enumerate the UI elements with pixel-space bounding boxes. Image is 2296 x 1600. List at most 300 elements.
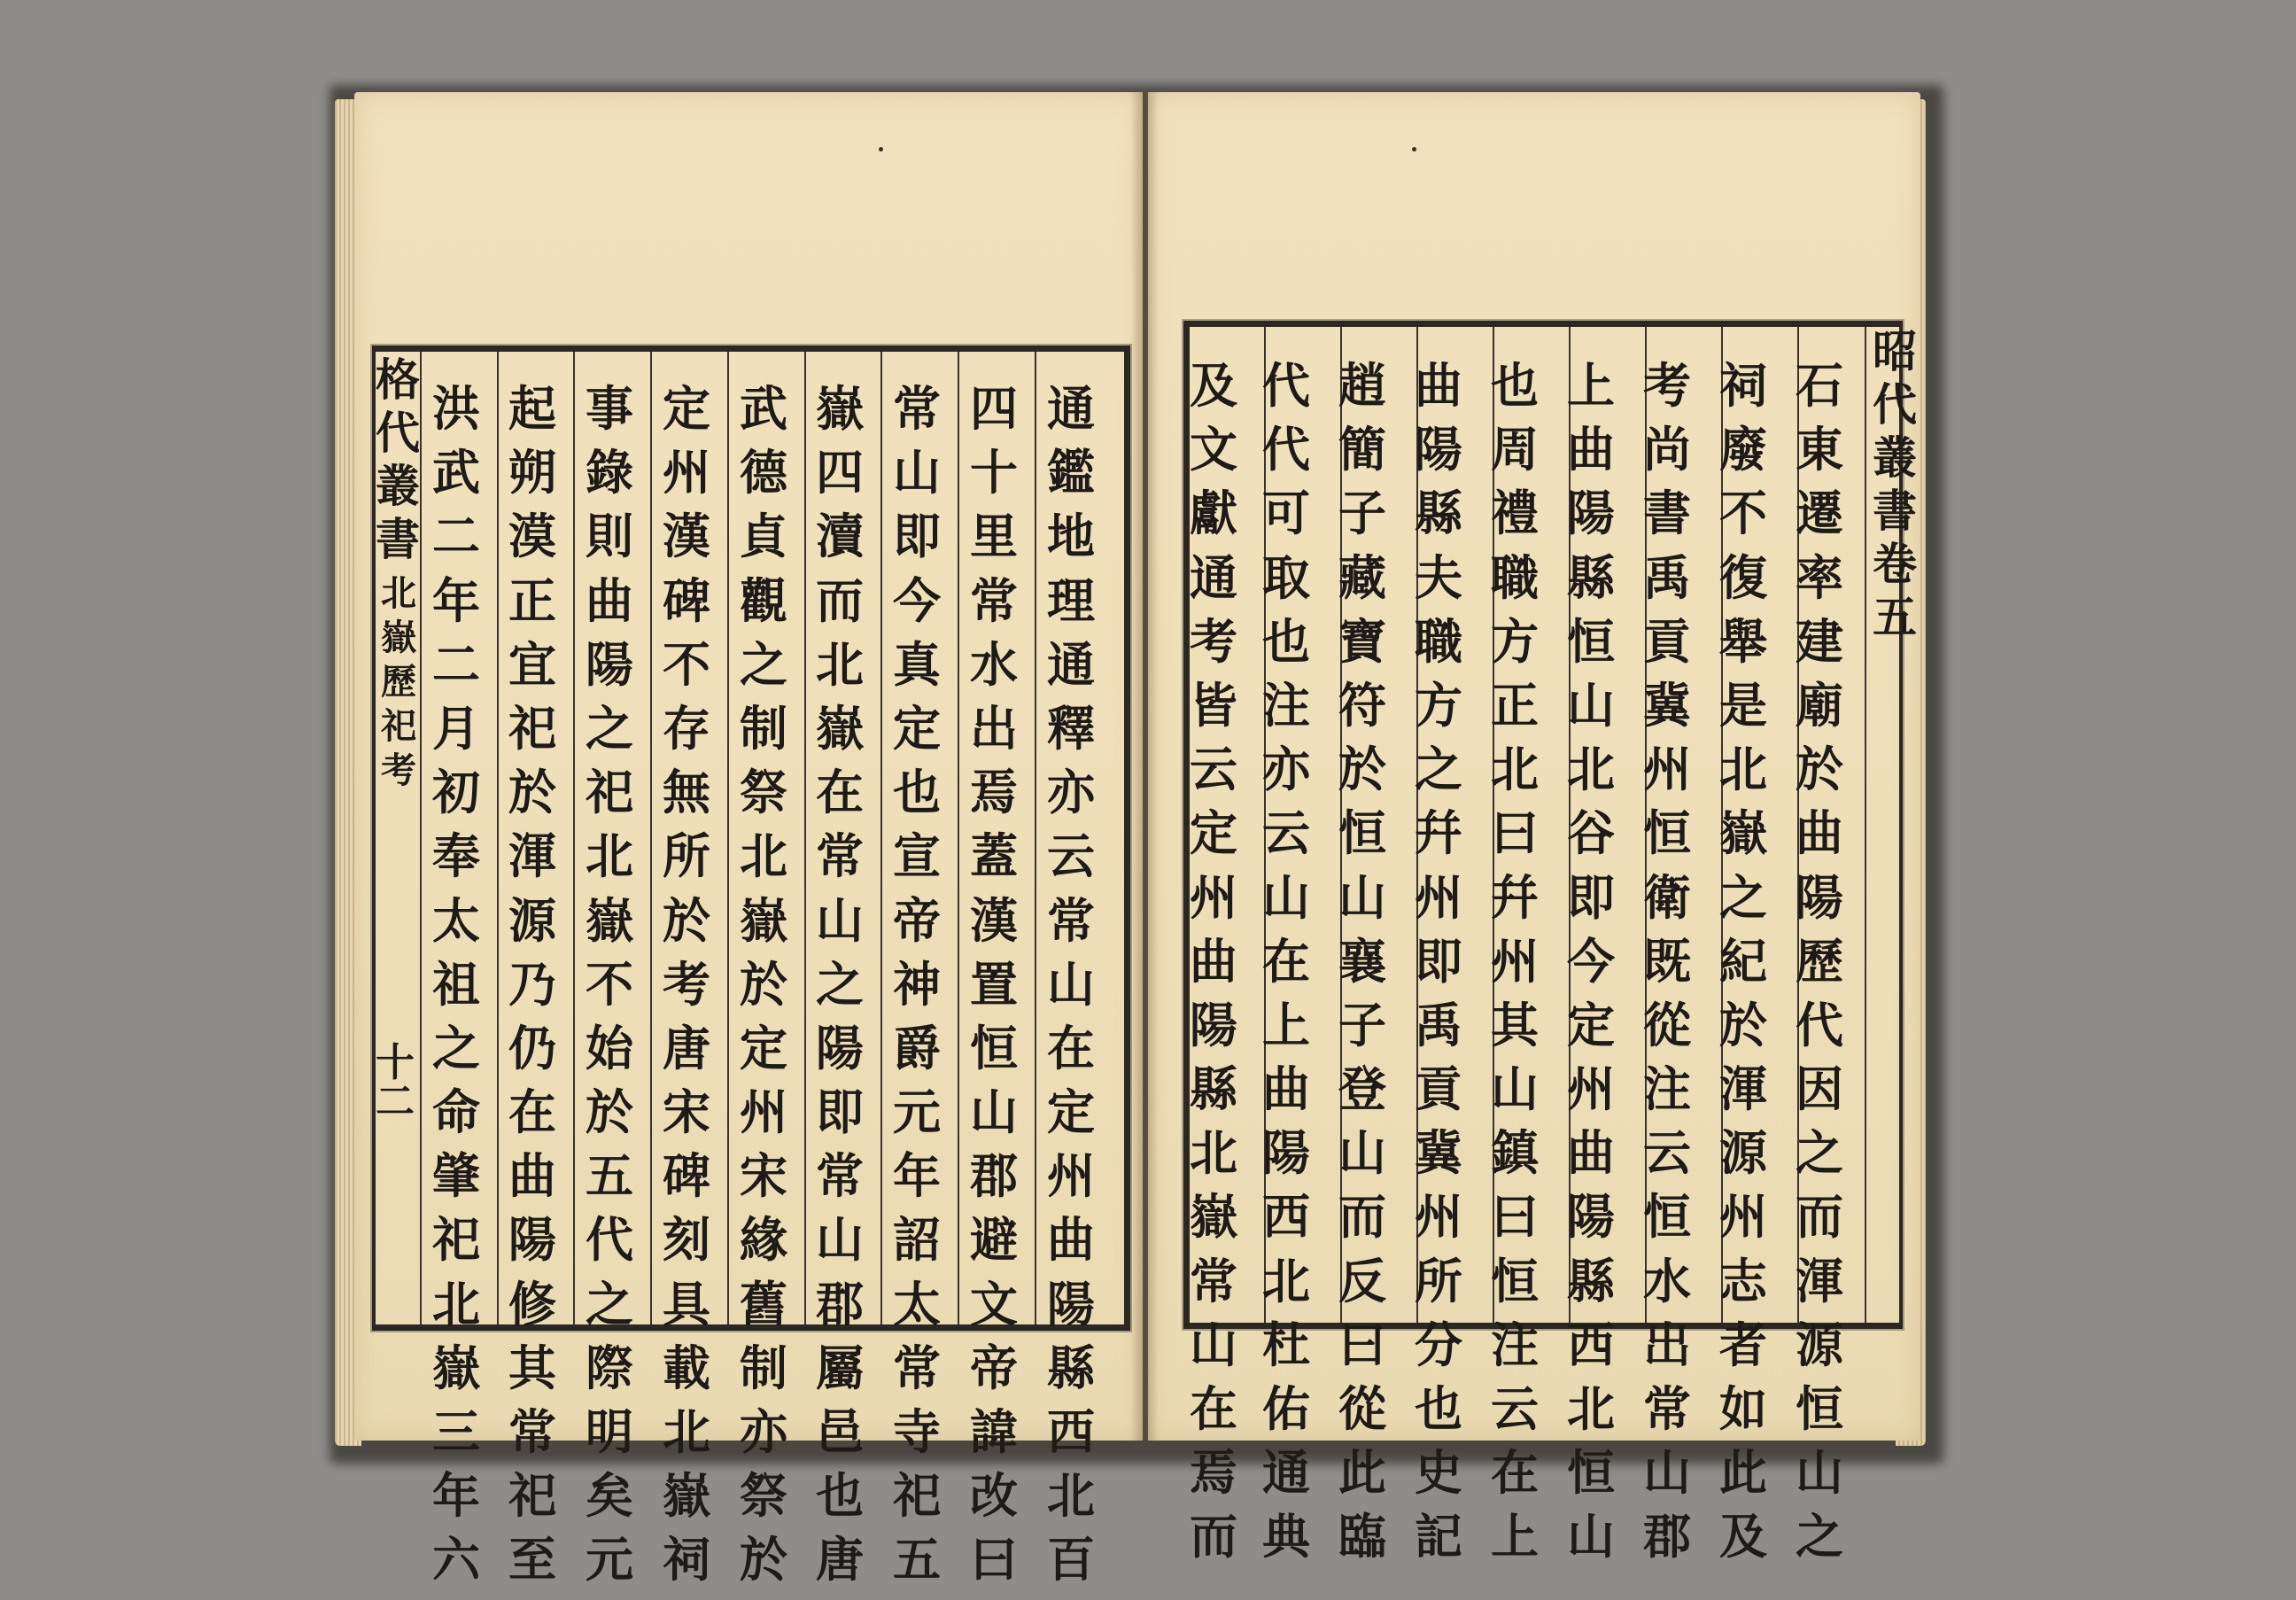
glyph: 衛	[1643, 868, 1691, 926]
glyph: 從	[1643, 996, 1691, 1053]
glyph: 祭	[740, 1467, 787, 1525]
glyph: 釋	[1047, 699, 1095, 757]
glyph: 縣	[1567, 548, 1615, 606]
glyph: 祭	[740, 764, 787, 821]
glyph: 在	[1262, 932, 1310, 990]
glyph: 之	[1796, 1508, 1843, 1565]
glyph: 歷	[381, 661, 416, 703]
left-text-column	[586, 380, 633, 1600]
glyph: 邑	[816, 1403, 864, 1460]
glyph: 今	[893, 571, 941, 629]
glyph: 子	[1338, 485, 1386, 542]
glyph: 也	[816, 1467, 864, 1525]
glyph: 五	[1873, 591, 1917, 643]
glyph: 考	[1190, 612, 1237, 670]
glyph: 漢	[970, 891, 1018, 949]
glyph: 因	[1796, 1060, 1843, 1118]
glyph: 於	[508, 764, 556, 821]
glyph: 石	[1796, 357, 1843, 414]
glyph: 通	[1047, 635, 1095, 693]
glyph: 禮	[1491, 485, 1539, 542]
glyph: 代	[1262, 357, 1310, 414]
glyph: 陽	[1567, 485, 1615, 542]
left-text-column	[970, 380, 1018, 1600]
glyph: 北	[1047, 1467, 1095, 1525]
glyph: 考	[663, 955, 710, 1013]
glyph: 曰	[1338, 1316, 1386, 1373]
glyph: 於	[1796, 741, 1843, 798]
glyph: 二	[376, 1079, 415, 1124]
glyph: 觀	[740, 571, 787, 629]
glyph: 北	[381, 572, 416, 614]
column-rule	[880, 352, 882, 1324]
glyph: 文	[1190, 421, 1237, 478]
glyph: 代	[376, 407, 420, 459]
glyph: 州	[1719, 1188, 1767, 1246]
column-rule	[727, 352, 729, 1324]
glyph: 之	[1415, 741, 1462, 798]
glyph: 渾	[1796, 1252, 1843, 1309]
glyph: 常	[1047, 891, 1095, 949]
glyph: 事	[586, 380, 633, 437]
glyph: 肇	[432, 1147, 480, 1205]
glyph: 祀	[432, 1211, 480, 1269]
left-text-column	[508, 380, 556, 1600]
glyph: 者	[1719, 1316, 1767, 1373]
glyph: 貞	[740, 508, 787, 565]
glyph: 臨	[1338, 1508, 1386, 1565]
glyph: 職	[1491, 548, 1539, 606]
glyph: 太	[432, 891, 480, 949]
glyph: 反	[1338, 1252, 1386, 1309]
glyph: 際	[586, 1339, 633, 1396]
left-text-column	[1047, 380, 1095, 1600]
glyph: 方	[1415, 676, 1462, 734]
glyph: 常	[816, 1147, 864, 1205]
glyph: 率	[1796, 548, 1843, 606]
glyph: 叢	[376, 460, 420, 512]
glyph: 而	[1796, 1188, 1843, 1246]
glyph: 在	[508, 1083, 556, 1141]
right-text-column	[1190, 357, 1237, 1577]
glyph: 不	[1719, 485, 1767, 542]
column-rule	[958, 352, 959, 1324]
glyph: 祀	[586, 764, 633, 821]
glyph: 昭	[1873, 325, 1917, 377]
glyph: 此	[1338, 1444, 1386, 1502]
glyph: 記	[1415, 1508, 1462, 1565]
glyph: 北	[1491, 741, 1539, 798]
glyph: 通	[1262, 1444, 1310, 1502]
glyph: 正	[1491, 676, 1539, 734]
glyph: 在	[1190, 1380, 1237, 1437]
glyph: 恒	[1643, 1188, 1691, 1246]
glyph: 帝	[893, 891, 941, 949]
glyph: 舉	[1719, 612, 1767, 670]
glyph: 貢	[1643, 612, 1691, 670]
glyph: 祀	[508, 699, 556, 757]
glyph: 陽	[1415, 421, 1462, 478]
glyph: 注	[1262, 676, 1310, 734]
glyph: 而	[1190, 1508, 1237, 1565]
glyph: 至	[508, 1531, 556, 1588]
glyph: 帝	[970, 1339, 1018, 1396]
glyph: 山	[816, 891, 864, 949]
glyph: 曲	[1262, 1060, 1310, 1118]
glyph: 曲	[1567, 421, 1615, 478]
column-rule	[1035, 352, 1036, 1324]
glyph: 也	[1262, 612, 1310, 670]
glyph: 元	[893, 1083, 941, 1141]
glyph: 里	[970, 508, 1018, 565]
glyph: 定	[893, 699, 941, 757]
glyph: 武	[740, 380, 787, 437]
glyph: 縣	[1047, 1339, 1095, 1396]
glyph: 夫	[1415, 548, 1462, 606]
glyph: 志	[1719, 1252, 1767, 1309]
glyph: 緣	[740, 1211, 787, 1269]
glyph: 始	[586, 1019, 633, 1076]
glyph: 於	[740, 955, 787, 1013]
glyph: 是	[1719, 676, 1767, 734]
column-rule	[650, 352, 652, 1324]
glyph: 取	[1262, 548, 1310, 606]
glyph: 遷	[1796, 485, 1843, 542]
glyph: 鎮	[1491, 1124, 1539, 1182]
glyph: 冀	[1415, 1124, 1462, 1182]
glyph: 矣	[586, 1467, 633, 1525]
glyph: 叢	[1873, 431, 1917, 484]
glyph: 州	[1643, 741, 1691, 798]
glyph: 即	[893, 508, 941, 565]
glyph: 出	[1643, 1316, 1691, 1373]
glyph: 從	[1338, 1380, 1386, 1437]
glyph: 山	[1190, 1316, 1237, 1373]
column-rule	[420, 352, 422, 1324]
glyph: 書	[1643, 485, 1691, 542]
glyph: 祀	[381, 705, 416, 747]
glyph: 德	[740, 444, 787, 501]
glyph: 屬	[816, 1339, 864, 1396]
glyph: 曲	[1415, 357, 1462, 414]
left-text-column	[740, 380, 787, 1600]
glyph: 周	[1491, 421, 1539, 478]
glyph: 二	[432, 635, 480, 693]
glyph: 州	[663, 444, 710, 501]
right-margin-title	[1873, 325, 1917, 649]
glyph: 建	[1796, 612, 1843, 670]
glyph: 四	[970, 380, 1018, 437]
glyph: 恒	[1796, 1380, 1843, 1437]
glyph: 州	[1415, 1188, 1462, 1246]
glyph: 登	[1338, 1060, 1386, 1118]
glyph: 山	[1491, 1060, 1539, 1118]
glyph: 焉	[970, 764, 1018, 821]
glyph: 山	[816, 1211, 864, 1269]
glyph: 四	[816, 444, 864, 501]
glyph: 渾	[508, 827, 556, 885]
right-text-column	[1415, 357, 1462, 1577]
glyph: 於	[1719, 996, 1767, 1053]
glyph: 恒	[970, 1019, 1018, 1076]
glyph: 西	[1047, 1403, 1095, 1460]
glyph: 書	[376, 513, 420, 565]
glyph: 神	[893, 955, 941, 1013]
glyph: 定	[1190, 804, 1237, 862]
glyph: 無	[663, 764, 710, 821]
glyph: 水	[1643, 1252, 1691, 1309]
worm-hole-mark	[879, 147, 883, 151]
left-text-column	[663, 380, 710, 1600]
glyph: 即	[816, 1083, 864, 1141]
glyph: 獻	[1190, 485, 1237, 542]
glyph: 藏	[1338, 548, 1386, 606]
right-text-column	[1338, 357, 1386, 1577]
right-text-column	[1262, 357, 1310, 1577]
glyph: 之	[586, 1275, 633, 1332]
glyph: 曲	[1567, 1124, 1615, 1182]
left-margin-title	[376, 353, 420, 571]
glyph: 嶽	[740, 891, 787, 949]
glyph: 州	[1047, 1147, 1095, 1205]
glyph: 制	[740, 1339, 787, 1396]
glyph: 詔	[893, 1211, 941, 1269]
glyph: 通	[1047, 380, 1095, 437]
glyph: 嶽	[381, 617, 416, 658]
glyph: 子	[1338, 996, 1386, 1053]
glyph: 嶽	[663, 1467, 710, 1525]
glyph: 典	[1262, 1508, 1310, 1565]
glyph: 郡	[1643, 1508, 1691, 1565]
glyph: 源	[1719, 1124, 1767, 1182]
glyph: 代	[1873, 378, 1917, 431]
glyph: 郡	[816, 1275, 864, 1332]
glyph: 常	[816, 827, 864, 885]
glyph: 縣	[1567, 1252, 1615, 1309]
glyph: 焉	[1190, 1444, 1237, 1502]
glyph: 文	[970, 1275, 1018, 1332]
glyph: 渾	[1719, 1060, 1767, 1118]
glyph: 蓋	[970, 827, 1018, 885]
glyph: 十	[970, 444, 1018, 501]
glyph: 武	[432, 444, 480, 501]
glyph: 如	[1719, 1380, 1767, 1437]
glyph: 陽	[1567, 1188, 1615, 1246]
glyph: 洪	[432, 380, 480, 437]
glyph: 考	[381, 750, 416, 791]
glyph: 山	[1567, 676, 1615, 734]
glyph: 云	[1643, 1124, 1691, 1182]
glyph: 云	[1047, 827, 1095, 885]
glyph: 皆	[1190, 676, 1237, 734]
glyph: 之	[586, 699, 633, 757]
glyph: 縣	[1190, 1060, 1237, 1118]
glyph: 陽	[1190, 996, 1237, 1053]
glyph: 山	[1338, 1124, 1386, 1182]
glyph: 在	[1047, 1019, 1095, 1076]
glyph: 復	[1719, 548, 1767, 606]
column-rule	[1865, 327, 1866, 1323]
glyph: 碑	[663, 571, 710, 629]
glyph: 也	[1415, 1380, 1462, 1437]
glyph: 曰	[1491, 1188, 1539, 1246]
glyph: 祠	[663, 1531, 710, 1588]
glyph: 地	[1047, 508, 1095, 565]
glyph: 幷	[1491, 868, 1539, 926]
glyph: 州	[1567, 1060, 1615, 1118]
glyph: 簡	[1338, 421, 1386, 478]
glyph: 朔	[508, 444, 556, 501]
glyph: 及	[1719, 1508, 1767, 1565]
glyph: 也	[1491, 357, 1539, 414]
glyph: 三	[432, 1403, 480, 1460]
glyph: 太	[893, 1275, 941, 1332]
glyph: 宣	[893, 827, 941, 885]
glyph: 此	[1719, 1444, 1767, 1502]
glyph: 山	[893, 444, 941, 501]
glyph: 起	[508, 380, 556, 437]
column-rule	[804, 352, 806, 1324]
glyph: 格	[376, 353, 420, 406]
glyph: 不	[663, 635, 710, 693]
glyph: 北	[1719, 741, 1767, 798]
glyph: 所	[1415, 1252, 1462, 1309]
glyph: 常	[893, 1339, 941, 1396]
glyph: 置	[970, 955, 1018, 1013]
column-rule	[573, 352, 575, 1324]
glyph: 鑑	[1047, 444, 1095, 501]
glyph: 卷	[1873, 538, 1917, 590]
glyph: 於	[740, 1531, 787, 1588]
glyph: 奉	[432, 827, 480, 885]
right-text-column	[1567, 357, 1615, 1577]
glyph: 北	[663, 1403, 710, 1460]
glyph: 爵	[893, 1019, 941, 1076]
glyph: 也	[893, 764, 941, 821]
glyph: 常	[1643, 1380, 1691, 1437]
glyph: 其	[508, 1339, 556, 1396]
left-folio-number	[376, 1040, 415, 1124]
glyph: 即	[1567, 868, 1615, 926]
right-text-column	[1796, 357, 1843, 1577]
glyph: 尚	[1643, 421, 1691, 478]
glyph: 明	[586, 1403, 633, 1460]
glyph: 唐	[816, 1531, 864, 1588]
glyph: 於	[586, 1083, 633, 1141]
glyph: 避	[970, 1211, 1018, 1269]
glyph: 州	[1190, 868, 1237, 926]
glyph: 陽	[1047, 1275, 1095, 1332]
glyph: 嶽	[1190, 1188, 1237, 1246]
glyph: 常	[1190, 1252, 1237, 1309]
glyph: 源	[1796, 1316, 1843, 1373]
glyph: 理	[1047, 571, 1095, 629]
glyph: 西	[1567, 1316, 1615, 1373]
glyph: 在	[816, 764, 864, 821]
glyph: 真	[893, 635, 941, 693]
glyph: 曲	[1047, 1211, 1095, 1269]
glyph: 年	[893, 1147, 941, 1205]
glyph: 恒	[1338, 804, 1386, 862]
glyph: 云	[1491, 1380, 1539, 1437]
glyph: 常	[508, 1403, 556, 1460]
glyph: 則	[586, 508, 633, 565]
glyph: 通	[1190, 548, 1237, 606]
left-margin-section	[381, 572, 416, 797]
glyph: 云	[1190, 741, 1237, 798]
glyph: 北	[1262, 1252, 1310, 1309]
glyph: 恒	[1491, 1252, 1539, 1309]
glyph: 十	[376, 1040, 415, 1085]
glyph: 年	[432, 571, 480, 629]
column-rule	[497, 352, 499, 1324]
glyph: 亦	[740, 1403, 787, 1460]
glyph: 常	[893, 380, 941, 437]
glyph: 北	[1567, 741, 1615, 798]
glyph: 祖	[432, 955, 480, 1013]
glyph: 亦	[1047, 764, 1095, 821]
glyph: 正	[508, 571, 556, 629]
glyph: 冀	[1643, 676, 1691, 734]
glyph: 之	[1796, 1124, 1843, 1182]
glyph: 初	[432, 764, 480, 821]
book-gutter	[1130, 92, 1159, 1441]
glyph: 其	[1491, 996, 1539, 1053]
glyph: 分	[1415, 1316, 1462, 1373]
glyph: 具	[663, 1275, 710, 1332]
glyph: 代	[586, 1211, 633, 1269]
glyph: 可	[1262, 485, 1310, 542]
glyph: 嶽	[1719, 804, 1767, 862]
glyph: 於	[663, 891, 710, 949]
glyph: 祀	[508, 1467, 556, 1525]
glyph: 宋	[740, 1147, 787, 1205]
glyph: 六	[432, 1531, 480, 1588]
glyph: 曲	[586, 571, 633, 629]
glyph: 襄	[1338, 932, 1386, 990]
glyph: 廟	[1796, 676, 1843, 734]
glyph: 北	[432, 1275, 480, 1332]
glyph: 注	[1491, 1316, 1539, 1373]
glyph: 杜	[1262, 1316, 1310, 1373]
glyph: 制	[740, 699, 787, 757]
right-text-column	[1643, 357, 1691, 1577]
glyph: 祀	[893, 1467, 941, 1525]
glyph: 禹	[1643, 548, 1691, 606]
glyph: 曰	[970, 1531, 1018, 1588]
glyph: 禹	[1415, 996, 1462, 1053]
glyph: 方	[1491, 612, 1539, 670]
glyph: 瀆	[816, 508, 864, 565]
glyph: 乃	[508, 955, 556, 1013]
glyph: 歷	[1796, 932, 1843, 990]
glyph: 唐	[663, 1019, 710, 1076]
glyph: 山	[1796, 1444, 1843, 1502]
glyph: 之	[1719, 868, 1767, 926]
glyph: 定	[663, 380, 710, 437]
glyph: 宜	[508, 635, 556, 693]
glyph: 嶽	[432, 1339, 480, 1396]
glyph: 定	[740, 1019, 787, 1076]
glyph: 二	[432, 508, 480, 565]
glyph: 諱	[970, 1403, 1018, 1460]
right-text-column	[1491, 357, 1539, 1577]
glyph: 上	[1491, 1508, 1539, 1565]
left-text-column	[893, 380, 941, 1600]
glyph: 刻	[663, 1211, 710, 1269]
glyph: 在	[1491, 1444, 1539, 1502]
glyph: 漢	[663, 508, 710, 565]
